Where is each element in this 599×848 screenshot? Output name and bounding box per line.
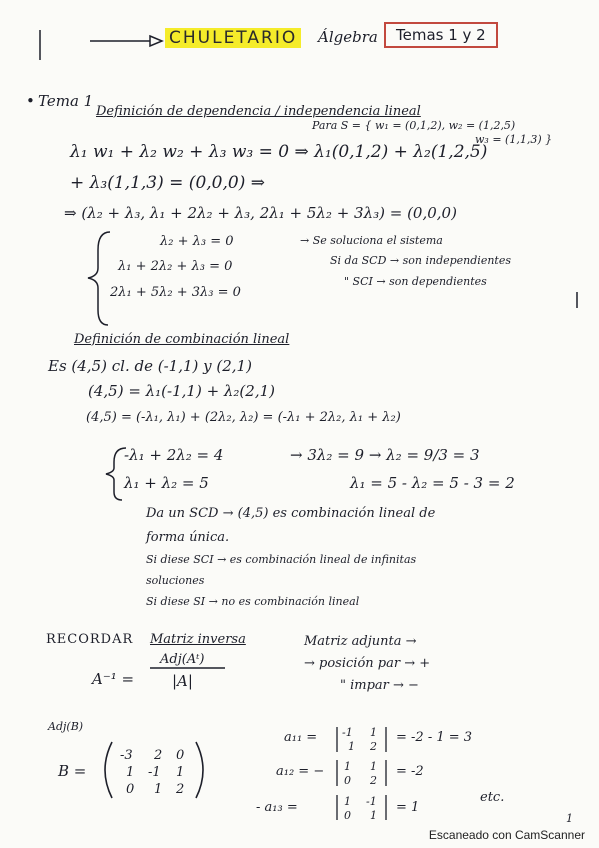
det-cell: 0 bbox=[344, 809, 351, 822]
system-note: → Se soluciona el sistema bbox=[300, 234, 443, 247]
system-brace-1 bbox=[88, 232, 110, 325]
header-arrow-head bbox=[150, 36, 162, 46]
definition-heading: Definición de dependencia / independencia lineal bbox=[96, 104, 421, 119]
system-equation: -λ₁ + 2λ₂ = 4 bbox=[124, 446, 224, 464]
system-equation: λ₂ + λ₃ = 0 bbox=[160, 234, 234, 249]
notes-title: CHULETARIO bbox=[165, 28, 301, 48]
det-cell: 1 bbox=[348, 740, 355, 753]
set-definition-cont: w₃ = (1,1,3) } bbox=[475, 133, 553, 146]
remember-label: RECORDAR bbox=[46, 632, 134, 647]
det-cell: -1 bbox=[342, 726, 353, 739]
matrix-cell: 0 bbox=[176, 748, 185, 763]
combination-note: forma única. bbox=[146, 530, 230, 545]
system-note: " SCI → son dependientes bbox=[344, 275, 487, 288]
det-cell: -1 bbox=[366, 795, 377, 808]
combination-note: Si diese SI → no es combinación lineal bbox=[146, 595, 360, 608]
adjoint-rule: → posición par → + bbox=[304, 656, 431, 671]
solve-step: λ₁ = 5 - λ₂ = 5 - 3 = 2 bbox=[350, 474, 515, 492]
cofactor-lhs: - a₁₃ = bbox=[256, 800, 298, 815]
cofactor-result: = -2 bbox=[396, 764, 424, 779]
inverse-matrix-title: Matriz inversa bbox=[150, 632, 246, 647]
matrix-cell: -3 bbox=[120, 748, 133, 763]
combination-line: Es (4,5) cl. de (-1,1) y (2,1) bbox=[48, 357, 252, 375]
equation-line: + λ₃(1,1,3) = (0,0,0) ⇒ bbox=[70, 173, 265, 193]
adjoint-title: Matriz adjunta → bbox=[304, 634, 417, 649]
set-definition: Para S = { w₁ = (0,1,2), w₂ = (1,2,5) bbox=[312, 119, 516, 132]
matrix-cell: 2 bbox=[154, 748, 163, 763]
matrix-paren-left bbox=[105, 742, 112, 798]
det-cell: 1 bbox=[370, 726, 377, 739]
section-heading: Tema 1 bbox=[38, 92, 94, 110]
matrix-cell: -1 bbox=[148, 765, 161, 780]
matrix-cell: 1 bbox=[176, 765, 185, 780]
combination-line: (4,5) = λ₁(-1,1) + λ₂(2,1) bbox=[88, 382, 275, 400]
equation-line: ⇒ (λ₂ + λ₃, λ₁ + 2λ₂ + λ₃, 2λ₁ + 5λ₂ + 3λ₃) = (0,0,0) bbox=[64, 204, 457, 222]
det-cell: 1 bbox=[344, 760, 351, 773]
system-note: Si da SCD → son independientes bbox=[330, 254, 511, 267]
fraction-numerator: Adj(Aᵗ) bbox=[160, 652, 205, 667]
matrix-cell: 1 bbox=[126, 765, 135, 780]
etc-note: etc. bbox=[480, 790, 505, 805]
system-equation: λ₁ + λ₂ = 5 bbox=[124, 474, 209, 492]
combination-note: soluciones bbox=[146, 574, 205, 587]
det-cell: 0 bbox=[344, 774, 351, 787]
bullet-dot: • bbox=[26, 92, 35, 110]
system-brace-2 bbox=[106, 448, 126, 500]
system-equation: λ₁ + 2λ₂ + λ₃ = 0 bbox=[118, 259, 233, 274]
adjoint-rule: " impar → − bbox=[340, 678, 419, 693]
fraction-denominator: |A| bbox=[172, 672, 193, 690]
det-cell: 2 bbox=[370, 740, 377, 753]
cofactor-lhs: a₁₁ = bbox=[284, 730, 318, 745]
matrix-paren-right bbox=[196, 742, 203, 798]
scanner-watermark: Escaneado con CamScanner bbox=[428, 828, 585, 842]
combination-note: Da un SCD → (4,5) es combinación lineal de bbox=[146, 506, 436, 521]
cofactor-lhs: a₁₂ = − bbox=[276, 764, 325, 779]
combination-line: (4,5) = (-λ₁, λ₁) + (2λ₂, λ₂) = (-λ₁ + 2λ₂, λ₁ + λ₂) bbox=[86, 410, 401, 425]
matrix-cell: 0 bbox=[126, 782, 135, 797]
combination-note: Si diese SCI → es combinación lineal de infinitas bbox=[146, 553, 417, 566]
matrix-lhs: B = bbox=[58, 762, 87, 780]
inverse-formula-lhs: A⁻¹ = bbox=[92, 670, 135, 688]
det-cell: 2 bbox=[370, 774, 377, 787]
subject-label: Álgebra bbox=[318, 28, 378, 46]
topics-box: Temas 1 y 2 bbox=[384, 22, 498, 48]
cofactor-result: = 1 bbox=[396, 800, 420, 815]
cofactor-result: = -2 - 1 = 3 bbox=[396, 730, 473, 745]
matrix-cell: 2 bbox=[176, 782, 185, 797]
matrix-cell: 1 bbox=[154, 782, 163, 797]
adj-example-label: Adj(B) bbox=[48, 720, 84, 733]
det-cell: 1 bbox=[370, 760, 377, 773]
equation-line: λ₁ w₁ + λ₂ w₂ + λ₃ w₃ = 0 ⇒ λ₁(0,1,2) + λ₂(1,2,5) bbox=[70, 142, 488, 162]
page-number: 1 bbox=[566, 812, 573, 825]
definition-heading: Definición de combinación lineal bbox=[74, 332, 290, 347]
det-cell: 1 bbox=[370, 809, 377, 822]
system-equation: 2λ₁ + 5λ₂ + 3λ₃ = 0 bbox=[110, 285, 241, 300]
det-cell: 1 bbox=[344, 795, 351, 808]
solve-step: → 3λ₂ = 9 → λ₂ = 9/3 = 3 bbox=[290, 446, 480, 464]
